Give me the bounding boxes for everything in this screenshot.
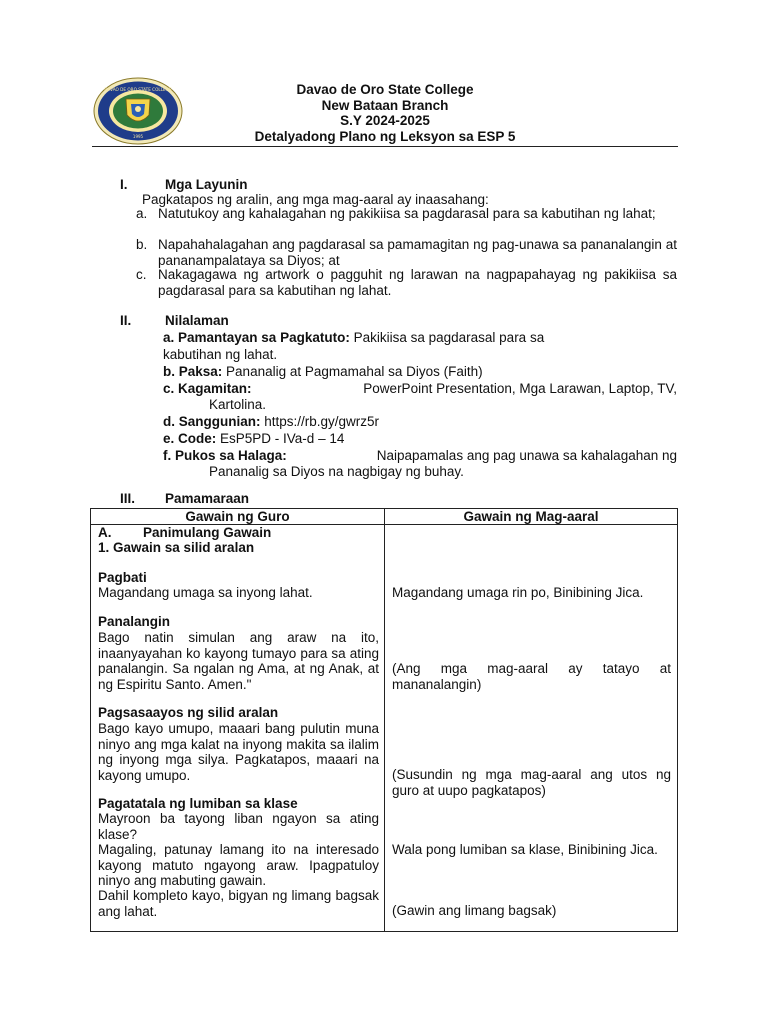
content-materials-label: c. Kagamitan: xyxy=(163,381,252,396)
section-3-title: Pamamaraan xyxy=(165,491,250,506)
sub-title: 1. Gawain sa silid aralan xyxy=(98,540,255,555)
content-values-focus xyxy=(163,448,677,464)
objective-c-marker: c. xyxy=(136,267,147,282)
objective-a-marker: a. xyxy=(136,206,148,221)
attendance-heading: Pagatatala ng lumiban sa klase xyxy=(98,796,298,811)
classroom-student: (Susundin ng mga mag-aaral ang utos ng guro at uupo pagkatapos) xyxy=(392,767,671,798)
attendance-student-reply: Wala pong lumiban sa klase, Binibining Jica. xyxy=(392,842,658,857)
section-1-number: I. xyxy=(120,177,128,192)
content-topic-text: Pananalig at Pagmamahal sa Diyos (Faith) xyxy=(226,364,483,379)
content-values-focus-label: f. Pukos sa Halaga: xyxy=(163,448,287,463)
content-reference xyxy=(163,414,379,430)
teacher-column-header: Gawain ng Guro xyxy=(185,509,290,524)
prayer-student: (Ang mga mag-aaral ay tatayo at mananalangin) xyxy=(392,661,671,692)
content-code xyxy=(163,431,344,447)
objective-a xyxy=(136,206,677,238)
part-title: Panimulang Gawain xyxy=(143,525,272,540)
document-header xyxy=(230,82,540,144)
content-standard-text: Pakikiisa sa pagdarasal para sa xyxy=(353,330,545,345)
objective-a-text: Natutukoy ang kahalagahan ng pakikiisa sa pagdarasal para sa kabutihan ng lahat; xyxy=(158,206,656,221)
content-code-text: EsP5PD - IVa-d – 14 xyxy=(220,431,345,446)
prayer-teacher: Bago natin simulan ang araw na ito, inaanyayahan ko kayong tumayo para sa ating panalangin. Sa ngalan ng Ama, at ng Anak, at ng Espiritu Santo. Amen." xyxy=(98,630,379,692)
content-values-focus-text-2: Pananalig sa Diyos na nagbigay ng buhay. xyxy=(209,464,464,479)
content-standard-label: a. Pamantayan sa Pagkatuto: xyxy=(163,330,350,345)
content-standard-text-2: kabutihan ng lahat. xyxy=(163,347,278,362)
content-materials-text-2: Kartolina. xyxy=(209,397,267,412)
attendance-student-clap: (Gawin ang limang bagsak) xyxy=(392,903,557,918)
content-materials-text: PowerPoint Presentation, Mga Larawan, Laptop, TV, xyxy=(363,381,677,396)
objective-b-text: Napahahalagahan ang pagdarasal sa pamamagitan ng pag-unawa sa pananalangin at pananampalataya sa Diyos; at xyxy=(158,237,677,268)
objective-b xyxy=(136,237,677,269)
content-topic-label: b. Paksa: xyxy=(163,364,223,379)
header-title: Detalyadong Plano ng Leksyon sa ESP 5 xyxy=(254,128,516,144)
content-topic xyxy=(163,364,483,380)
objective-b-marker: b. xyxy=(136,237,148,252)
content-reference-label: d. Sanggunian: xyxy=(163,414,261,429)
part-marker: A. xyxy=(98,525,112,540)
procedure-table xyxy=(90,508,678,932)
section-1-title: Mga Layunin xyxy=(165,177,248,192)
section-2-title: Nilalaman xyxy=(165,313,229,328)
attendance-teacher-question: Mayroon ba tayong liban ngayon sa ating klase? xyxy=(98,811,379,842)
attendance-teacher-praise: Magaling, patunay lamang ito na interesado kayong matuto ngayong araw. Ipagpatuloy ninyo ang mabuting gawain. xyxy=(98,842,379,888)
greeting-student: Magandang umaga rin po, Binibining Jica. xyxy=(392,585,644,600)
header-branch: New Bataan Branch xyxy=(321,97,449,113)
section-3-number: III. xyxy=(120,491,136,506)
content-values-focus-text: Naipapamalas ang pag unawa sa kahalagahan ng xyxy=(376,448,677,463)
greeting-heading: Pagbati xyxy=(98,570,147,585)
header-divider xyxy=(92,146,678,147)
content-code-label: e. Code: xyxy=(163,431,217,446)
classroom-teacher: Bago kayo umupo, maaari bang pulutin muna ninyo ang mga kalat na inyong makita sa ilalim ng inyong mga silya. Pagkatapos, maaari na kayong umupo. xyxy=(98,721,379,783)
section-1-intro: Pagkatapos ng aralin, ang mga mag-aaral ay inaasahang: xyxy=(142,192,489,207)
college-seal-icon xyxy=(93,77,183,145)
objective-c xyxy=(136,267,677,299)
header-college: Davao de Oro State College xyxy=(296,82,474,97)
header-school-year: S.Y 2024-2025 xyxy=(340,113,430,128)
seal-year: 1995 xyxy=(132,134,144,139)
classroom-heading: Pagsasaayos ng silid aralan xyxy=(98,705,279,720)
section-2-number: II. xyxy=(120,313,132,328)
seal-label: DAVAO DE ORO STATE COLLEGE xyxy=(104,87,172,92)
content-standard xyxy=(163,330,544,346)
objective-c-text: Nakagagawa ng artwork o pagguhit ng larawan na nagpapahayag ng pakikiisa sa pagdarasal para sa kabutihan ng lahat. xyxy=(158,267,677,298)
attendance-teacher-clap: Dahil kompleto kayo, bigyan ng limang bagsak ang lahat. xyxy=(98,888,379,919)
greeting-teacher: Magandang umaga sa inyong lahat. xyxy=(98,585,313,600)
student-column-header: Gawain ng Mag-aaral xyxy=(463,509,599,524)
content-materials xyxy=(163,381,677,397)
content-reference-link[interactable]: https://rb.gy/gwrz5r xyxy=(264,414,380,429)
prayer-heading: Panalangin xyxy=(98,614,171,629)
